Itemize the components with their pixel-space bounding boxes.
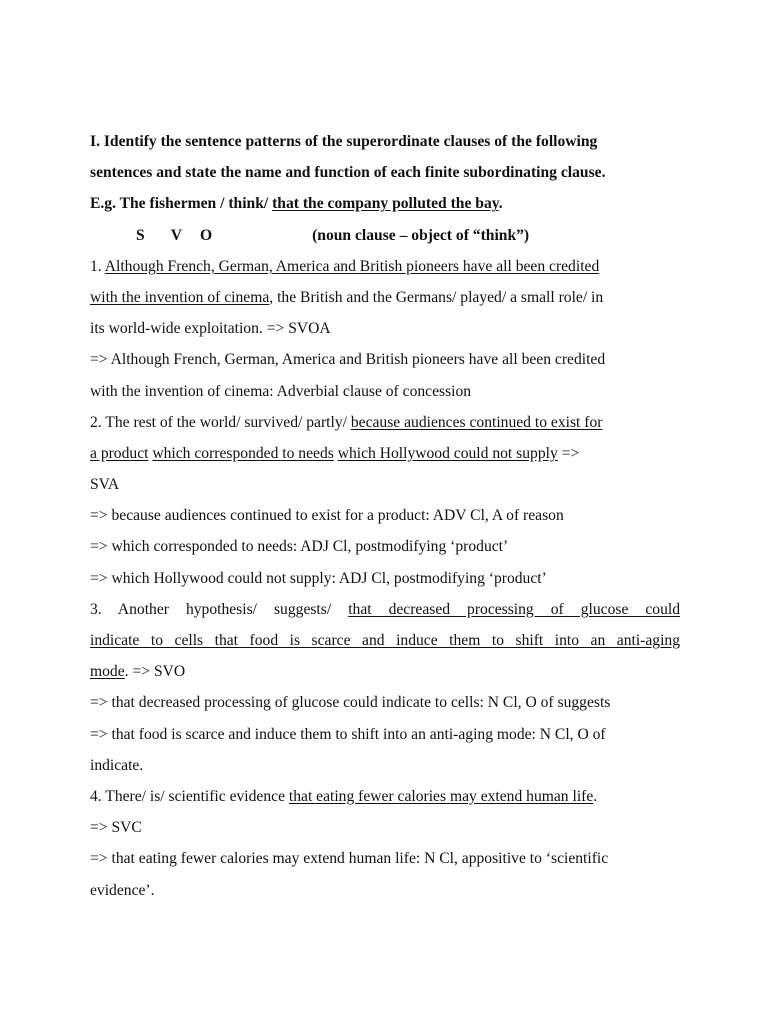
q2-arrow: =>	[557, 444, 580, 462]
q2-answer-1: => because audiences continued to exist for a product: ADV Cl, A of reason	[90, 507, 564, 525]
q3-underlined-2: indicate to cells that food is scarce and induce them to shift into an anti-aging	[90, 632, 680, 649]
instruction-line-1: I. Identify the sentence patterns of the superordinate clauses of the following	[90, 133, 598, 150]
q1-rest: , the British and the Germans/ played/ a small role/ in	[269, 288, 604, 306]
example-prefix: E.g. The fishermen / think/	[90, 195, 273, 213]
q4-answer-1: => that eating fewer calories may extend human life: N Cl, appositive to ‘scientific	[90, 850, 609, 868]
example-suffix: .	[498, 195, 503, 213]
q1-line-3: its world-wide exploitation. => SVOA	[90, 320, 331, 338]
q3-answer-3: indicate.	[90, 756, 144, 774]
q2-underlined-2: a product	[90, 444, 149, 462]
q3-underlined-3: mode	[90, 663, 125, 681]
example-sentence	[90, 188, 680, 219]
q1-number: 1.	[90, 257, 105, 275]
q2-answer-2: => which corresponded to needs: ADJ Cl, postmodifying ‘product’	[90, 538, 509, 556]
q3-line-3	[90, 656, 680, 687]
q2-line-1	[90, 407, 680, 438]
q4-answer-2: evidence’.	[90, 881, 155, 899]
q4-line-2: => SVC	[90, 819, 142, 837]
q3-underlined-1: that decreased processing of glucose could	[348, 600, 681, 618]
q4-period: .	[593, 787, 598, 805]
q2-line-3: SVA	[90, 476, 120, 494]
q1-line-2	[90, 282, 680, 313]
pattern-v: V	[170, 226, 182, 244]
q4-line-1	[90, 781, 680, 812]
pattern-o: O	[199, 226, 213, 244]
q3-prefix: 3. Another hypothesis/ suggests/	[90, 600, 349, 618]
q2-answer-3: => which Hollywood could not supply: ADJ Cl, postmodifying ‘product’	[90, 569, 547, 587]
pattern-note: (noun clause – object of “think”)	[312, 226, 530, 244]
q1-answer-1: => Although French, German, America and British pioneers have all been credited	[90, 351, 606, 369]
q2-underlined-3: which corresponded to needs	[152, 444, 334, 462]
q2-line-2	[90, 438, 680, 469]
q2-underlined-4: which Hollywood could not supply	[337, 444, 558, 462]
q2-underlined-1: because audiences continued to exist for	[350, 413, 603, 431]
example-pattern	[90, 220, 680, 251]
q3-answer-1: => that decreased processing of glucose could indicate to cells: N Cl, O of suggests	[90, 694, 611, 712]
q1-underlined-2: with the invention of cinema	[90, 288, 270, 306]
q1-underlined-1: Although French, German, America and British pioneers have all been credited	[104, 257, 600, 275]
example-underlined-clause: that the company polluted the bay	[272, 195, 499, 213]
q3-line-1	[90, 594, 680, 625]
pattern-s: S	[136, 226, 145, 244]
q4-underlined: that eating fewer calories may extend human life	[288, 787, 594, 805]
q3-line-2	[90, 625, 680, 656]
q1-line-1	[90, 251, 680, 282]
q2-prefix: 2. The rest of the world/ survived/ partly/	[90, 413, 351, 431]
q1-answer-2: with the invention of cinema: Adverbial clause of concession	[90, 382, 472, 400]
exercise-content	[90, 126, 680, 906]
q4-prefix: 4. There/ is/ scientific evidence	[90, 787, 289, 805]
q3-rest: . => SVO	[124, 663, 186, 681]
q3-answer-2: => that food is scarce and induce them to shift into an anti-aging mode: N Cl, O of	[90, 725, 606, 743]
instruction-line-2: sentences and state the name and function of each finite subordinating clause.	[90, 164, 606, 182]
